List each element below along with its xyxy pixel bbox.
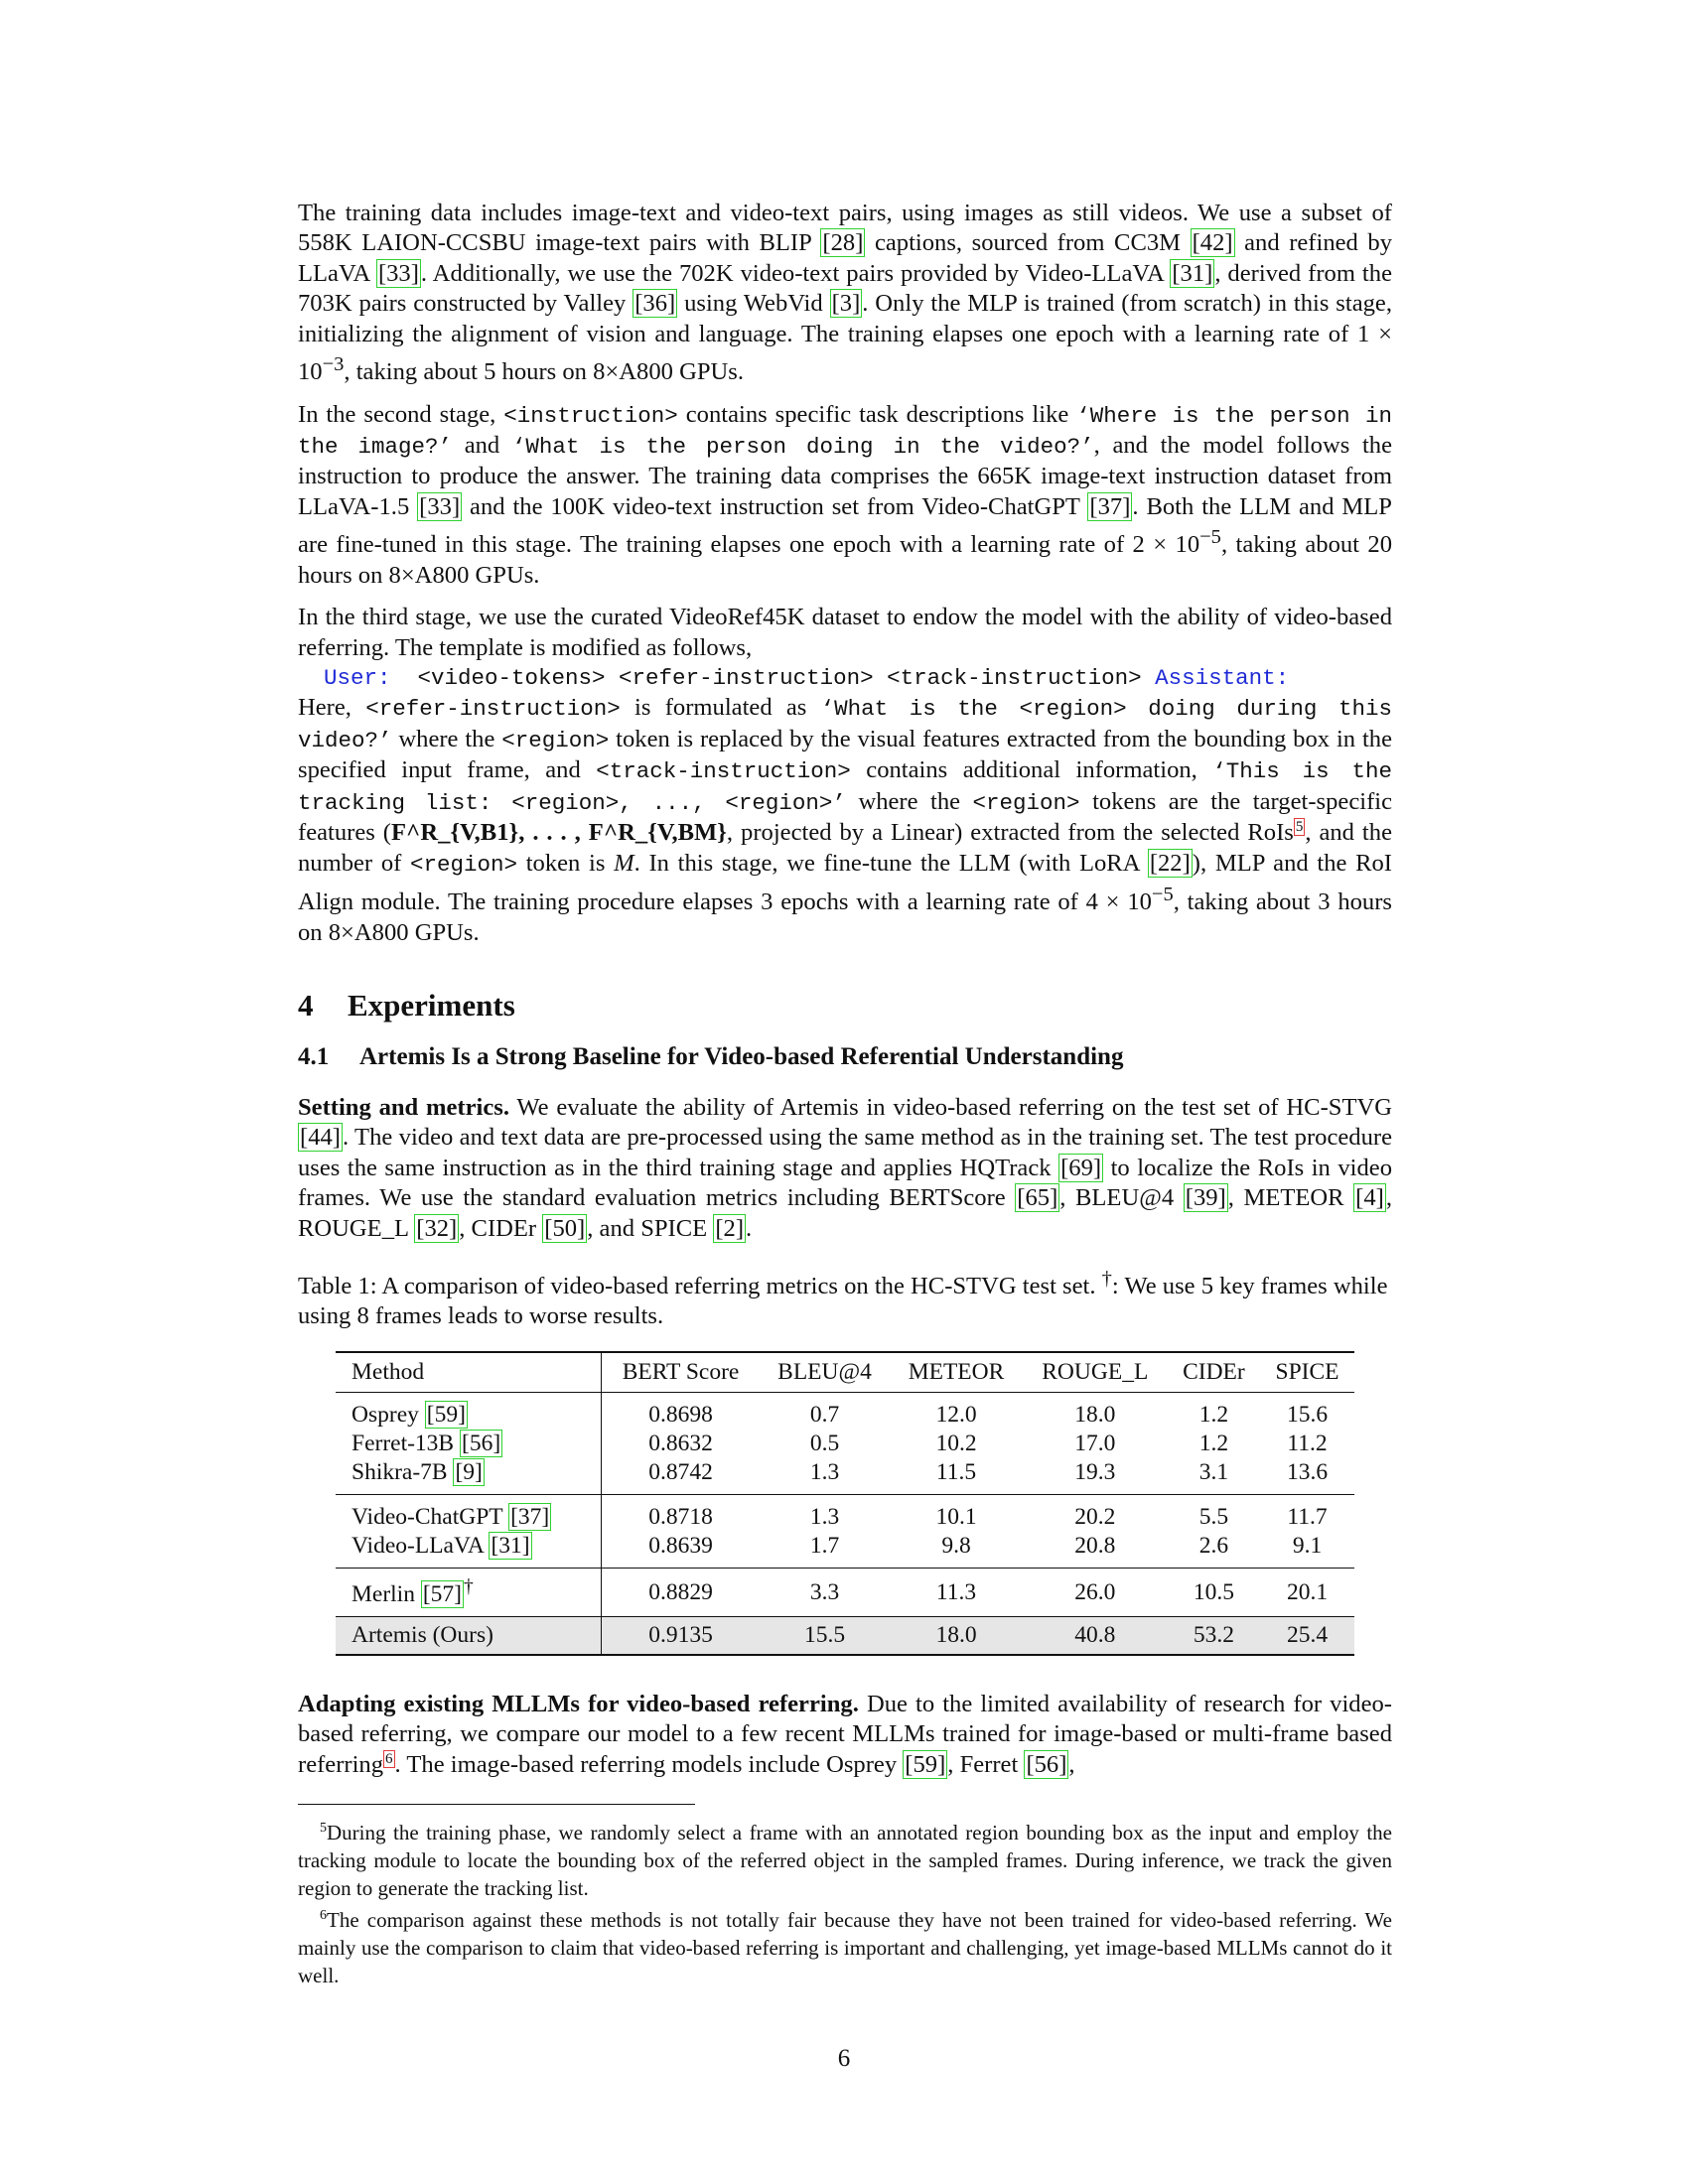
footnote-6: $^6$The comparison against these methods is not totally fair because they have not been trained for video-based referring. We mainly use the comparison to claim that video-based referring is important and challenging, yet image-based MLLMs cannot do it well. (298, 1908, 1392, 1988)
table-row: Video-LLaVA [31] 0.8639 1.7 9.8 20.8 2.6 9.1 (336, 1532, 1354, 1569)
page-number: 6 (837, 2045, 851, 2072)
citation-link[interactable]: [37] (1089, 492, 1131, 520)
results-table (336, 1351, 1354, 1656)
table-row: Video-ChatGPT [37] 0.8718 1.3 10.1 20.2 5.5 11.7 (336, 1495, 1354, 1533)
table-row-highlighted: Artemis (Ours) 0.9135 15.5 18.0 40.8 53.2 25.4 (336, 1616, 1354, 1655)
section-heading: 4 Experiments (298, 987, 515, 1023)
subsection-heading: 4.1 Artemis Is a Strong Baseline for Video-based Referential Understanding (298, 1042, 1124, 1070)
footnote-divider (298, 1804, 695, 1805)
citation-link[interactable]: [2] (715, 1214, 745, 1242)
table-row: Shikra-7B [9] 0.8742 1.3 11.5 19.3 3.1 13.6 (336, 1458, 1354, 1495)
column-header: BLEU@4 (760, 1352, 890, 1393)
paper-page (298, 199, 1392, 1989)
citation-link[interactable]: [59] (426, 1402, 466, 1429)
citation-link[interactable]: [50] (544, 1214, 586, 1242)
citation-link[interactable]: [33] (419, 492, 461, 520)
table-header-row (336, 1352, 1354, 1393)
prompt-template-line: User: <video-tokens> <refer-instruction> <track-instruction> Assistant: (324, 665, 1290, 692)
citation-link[interactable]: [59] (905, 1750, 946, 1778)
feature-notation: F^R_{V,B1}, . . . , F^R_{V,BM} (391, 819, 727, 847)
footnote-ref-6[interactable]: 6 (385, 1750, 393, 1767)
column-header: CIDEr (1168, 1352, 1260, 1393)
table-row: Osprey [59] 0.8698 0.7 12.0 18.0 1.2 15.6 (336, 1393, 1354, 1431)
citation-link[interactable]: [37] (510, 1504, 550, 1531)
paragraph-stage1-data: The training data includes image-text and video-text pairs, using images as still videos. We use a subset of 558K LAION-CCSBU image-text pairs with BLIP [28] captions, sourced from CC3M [42] and refined by LLaVA [33]. Additionally, we use the 702K video-text pairs provided by Video-LLaVA [31], derived from the 703K pairs constructed by Valley [36] using WebVid [3]. Only the MLP is trained (from scratch) in this stage, initializing the alignment of vision and language. The training elapses one epoch with a learning rate of $1 \times 10^{-3}$, taking about 5 hours on 8×A800 GPUs. (298, 200, 1392, 386)
citation-link[interactable]: [31] (1172, 259, 1213, 287)
citation-link[interactable]: [56] (1026, 1750, 1067, 1778)
paragraph-stage3-intro: In the third stage, we use the curated VideoRef45K dataset to endow the model with the ability of video-based referring. The template is modified as follows, (298, 604, 1392, 661)
column-header: SPICE (1260, 1352, 1354, 1393)
column-header: Method (336, 1352, 602, 1393)
paragraph-stage3-details: Here, <refer-instruction> is formulated as ‘What is the <region> doing during this video?’ where the <region> token is replaced by the visual features extracted from the bounding box in the specified input frame, and <track-instruction> contains additional information, ‘This is the tracking list: <region>, ..., <region>’ where the <region> tokens are the target-specific features (F^R_{V,B1}, . . . , F^R_{V,BM}, projected by a Linear) extracted from the selected RoIs $^5$, and the number of <region> token is M. In this stage, we fine-tune the LLM (with LoRA [22]), MLP and the RoI Align module. The training procedure elapses 3 epochs with a learning rate of $4 \times 10^{-5}$, taking about 3 hours on 8×A800 GPUs. (298, 694, 1393, 946)
paragraph-adapting-mllms: Adapting existing MLLMs for video-based referring. Due to the limited availability of research for video-based referring, we compare our model to a few recent MLLMs trained for image-based or multi-frame based referring $^6$. The image-based referring models include Osprey [59], Ferret [56], (298, 1690, 1392, 1778)
table-row: Merlin [57] † 0.8829 3.3 11.3 26.0 10.5 20.1 (336, 1569, 1354, 1617)
citation-link[interactable]: [22] (1149, 849, 1191, 877)
citation-link[interactable]: [4] (1355, 1184, 1384, 1212)
column-header: ROUGE_L (1023, 1352, 1168, 1393)
citation-link[interactable]: [44] (300, 1124, 341, 1152)
table-row: Ferret-13B [56] 0.8632 0.5 10.2 17.0 1.2 11.2 (336, 1430, 1354, 1458)
citation-link[interactable]: [28] (822, 229, 864, 257)
footnote-5: $^5$During the training phase, we randomly select a frame with an annotated region bounding box as the input and employ the tracking module to locate the bounding box of the referred object in the sampled frames. During inference, we track the given region to generate the tracking list. (298, 1821, 1392, 1901)
citation-link[interactable]: [3] (831, 290, 861, 318)
column-header: BERT Score (602, 1352, 760, 1393)
citation-link[interactable]: [33] (377, 259, 419, 287)
citation-link[interactable]: [57] (422, 1580, 462, 1607)
citation-link[interactable]: [31] (491, 1533, 530, 1560)
column-header: METEOR (890, 1352, 1023, 1393)
footnote-ref-5[interactable]: 5 (1295, 818, 1304, 835)
citation-link[interactable]: [9] (455, 1459, 483, 1486)
table-caption: Table 1: A comparison of video-based referring metrics on the HC-STVG test set. †: We use 5 key frames while using 8 frames leads to worse results. (298, 1267, 1388, 1330)
paragraph-stage2: In the second stage, <instruction> contains specific task descriptions like ‘Where is the person in the image?’ and ‘What is the person doing in the video?’, and the model follows the instruction to produce the answer. The training data comprises the 665K image-text instruction dataset from LLaVA-1.5 [33] and the 100K video-text instruction set from Video-ChatGPT [37]. Both the LLM and MLP are fine-tuned in this stage. The training elapses one epoch with a learning rate of $2 \times 10^{-5}$, taking about 20 hours on 8×A800 GPUs. (298, 400, 1392, 589)
citation-link[interactable]: [56] (462, 1431, 501, 1457)
citation-link[interactable]: [32] (416, 1214, 458, 1242)
citation-link[interactable]: [39] (1185, 1184, 1226, 1212)
citation-link[interactable]: [42] (1192, 229, 1233, 257)
citation-link[interactable]: [69] (1060, 1154, 1102, 1181)
citation-link[interactable]: [36] (634, 290, 676, 318)
citation-link[interactable]: [65] (1017, 1184, 1058, 1212)
paragraph-setting-metrics: Setting and metrics. We evaluate the ability of Artemis in video-based referring on the test set of HC-STVG [44]. The video and text data are pre-processed using the same method as in the training set. The test procedure uses the same instruction as in the third training stage and applies HQTrack [69] to localize the RoIs in video frames. We use the standard evaluation metrics including BERTScore [65], BLEU@4 [39], METEOR [4], ROUGE_L [32], CIDEr [50], and SPICE [2]. (298, 1093, 1392, 1242)
